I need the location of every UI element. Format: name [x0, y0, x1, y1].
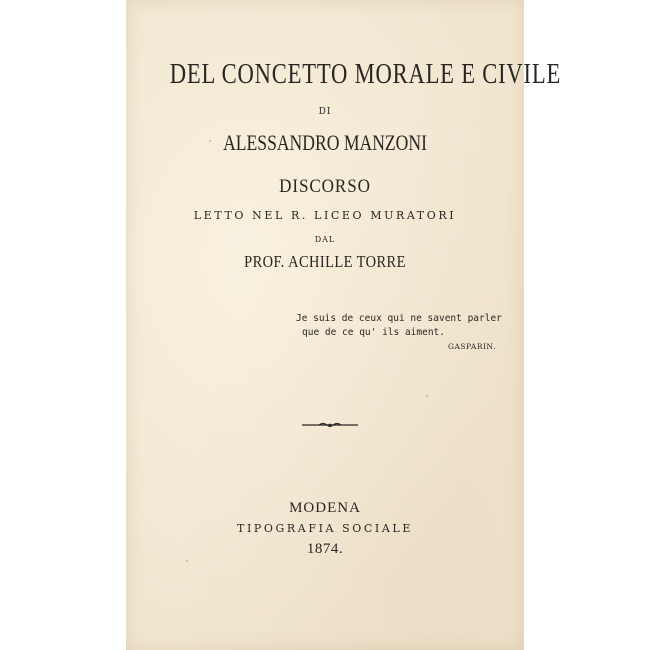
- foxing-spot: [186, 560, 188, 562]
- by-word: DI: [318, 107, 332, 117]
- imprint-year: 1874.: [306, 541, 344, 557]
- epigraph-line-1: Je suis de ceux qui ne savent parler: [296, 313, 502, 324]
- title-page: [126, 0, 562, 650]
- author-name: ALESSANDRO MANZONI: [223, 130, 427, 155]
- speaker-name: PROF. ACHILLE TORRE: [244, 252, 406, 271]
- imprint-city: MODENA: [289, 500, 361, 516]
- imprint-printer: TIPOGRAFIA SOCIALE: [237, 522, 413, 535]
- epigraph: [296, 312, 502, 354]
- ornament-rule-icon: [301, 420, 359, 430]
- epigraph-attribution: GASPARIN.: [448, 342, 496, 351]
- book-title: DEL CONCETTO MORALE E CIVILE: [169, 58, 562, 90]
- from-word: DAL: [314, 235, 336, 244]
- occasion-line: LETTO NEL R. LICEO MURATORI: [193, 209, 457, 222]
- epigraph-line-2: que de ce qu' ils aiment.: [302, 327, 445, 338]
- foxing-spot: [209, 140, 211, 142]
- foxing-spot: [426, 395, 428, 397]
- discourse-heading: DISCORSO: [279, 176, 371, 197]
